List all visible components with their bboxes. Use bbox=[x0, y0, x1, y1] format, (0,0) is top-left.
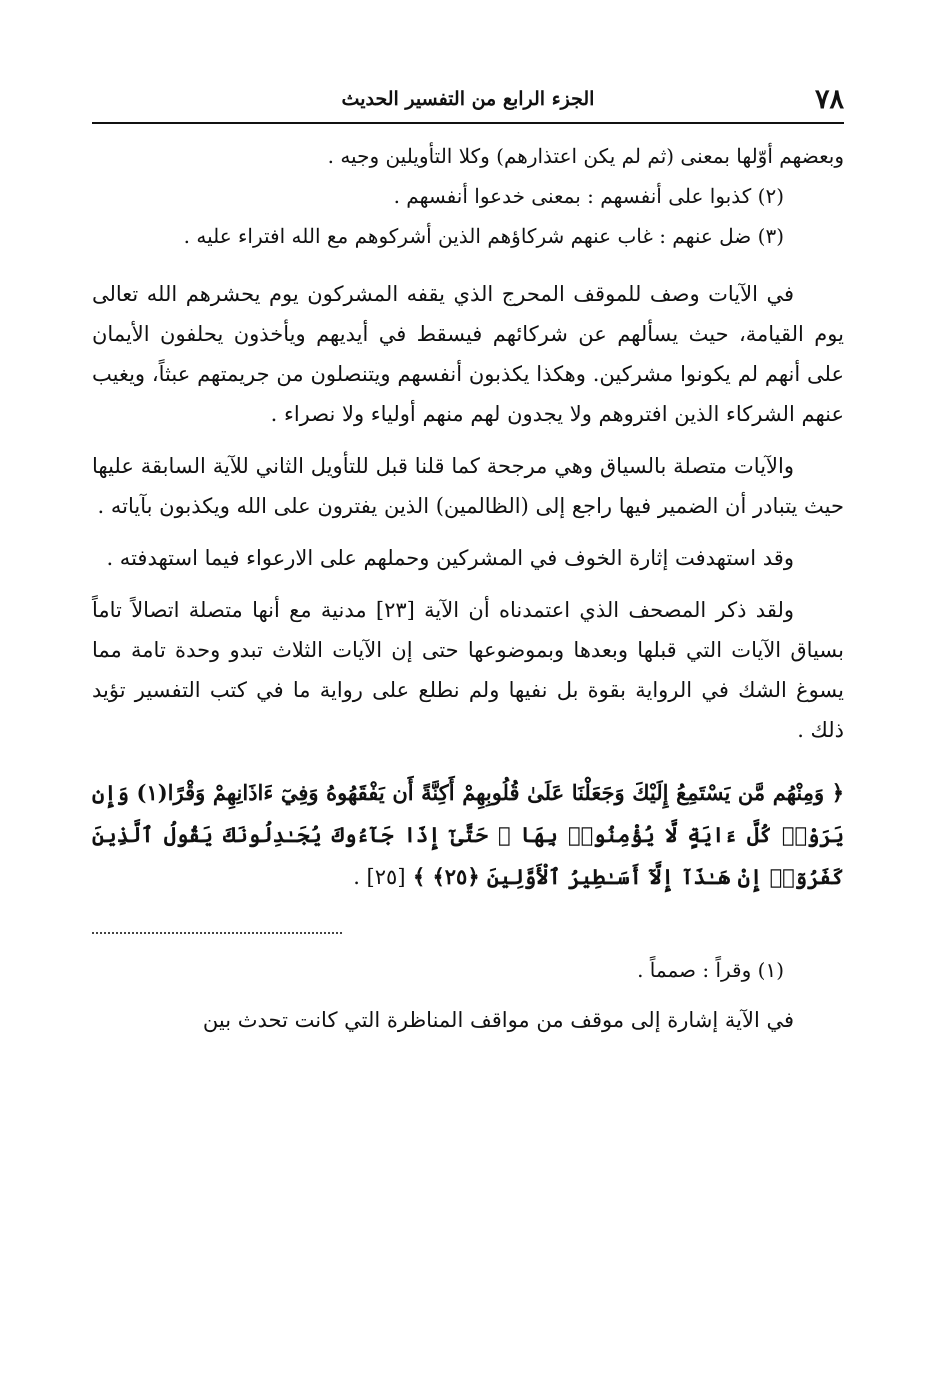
running-header bbox=[92, 80, 844, 124]
verse-text: ﴿ وَمِنْهُم مَّن يَسْتَمِعُ إِلَيْكَ وَجَعَلْنَا عَلَىٰ قُلُوبِهِمْ أَكِنَّةً أَن يَفْقَهُوهُ وَفِيٓ ءَاذَانِهِمْ وَقْرًا(١) وَإِن يَرَوْا۟ كُلَّ ءَايَةٍ لَّا يُؤْمِنُوا۟ بِهَا ۚ حَتَّىٰٓ إِذَا جَآءُوكَ يُجَـٰدِلُونَكَ يَقُولُ ٱلَّذِينَ كَفَرُوٓا۟ إِنْ هَـٰذَآ إِلَّآ أَسَـٰطِيرُ ٱلْأَوَّلِينَ ﴿٢٥﴾ ﴾ bbox=[92, 780, 845, 889]
closing-paragraph: في الآية إشارة إلى موقف من مواقف المناظرة التي كانت تحدث بين bbox=[202, 1008, 794, 1032]
note-2: (٢) كذبوا على أنفسهم : بمعنى خدعوا أنفسهم . bbox=[393, 184, 784, 208]
page-number: ٧٨ bbox=[814, 84, 844, 115]
paragraph-3: وقد استهدفت إثارة الخوف في المشركين وحملهم على الارعواء فيما استهدفته . bbox=[106, 546, 794, 570]
note-3: (٣) ضل عنهم : غاب عنهم شركاؤهم الذين أشركوهم مع الله افتراء عليه . bbox=[183, 224, 784, 248]
page-content bbox=[92, 136, 844, 1040]
paragraph-1: في الآيات وصف للموقف المحرج الذي يقفه المشركون يوم يحشرهم الله تعالى يوم القيامة، حيث يسألهم عن شركائهم فيسقط في أيديهم ويأخذون يحلفون الأيمان على أنهم لم يكونوا مشركين. وهكذا يكذبون أنفسهم ويتنصلون من جريمتهم عبثاً، ويغيب عنهم الشركاء الذين افتروهم ولا يجدون لهم منهم أولياء ولا نصراء . bbox=[92, 282, 844, 426]
verse-reference: [٢٥] . bbox=[353, 865, 406, 889]
footnote-1: (١) وقراً : صمماً . bbox=[637, 958, 784, 982]
book-title: الجزء الرابع من التفسير الحديث bbox=[341, 88, 595, 110]
page bbox=[92, 0, 844, 1374]
paragraph-4: ولقد ذكر المصحف الذي اعتمدناه أن الآية [٢٣] مدنية مع أنها متصلة اتصالاً تاماً بسياق الآيات التي قبلها وبعدها وبموضوعها حتى إن الآيات الثلاث تبدو وحدة تامة مما يسوغ الشك في الرواية بقوة بل نفيها ولم نطلع على رواية ما في كتب التفسير تؤيد ذلك . bbox=[92, 598, 844, 742]
quran-verse bbox=[92, 772, 844, 898]
paragraph-2: والآيات متصلة بالسياق وهي مرجحة كما قلنا قبل للتأويل الثاني للآية السابقة عليها حيث يتبادر أن الضمير فيها راجع إلى (الظالمين) الذين يفترون على الله ويكذبون بآياته . bbox=[92, 454, 844, 518]
note-continuation: وبعضهم أوّلها بمعنى (ثم لم يكن اعتذارهم) وكلا التأويلين وجيه . bbox=[327, 144, 844, 168]
footnote-separator bbox=[92, 932, 342, 934]
